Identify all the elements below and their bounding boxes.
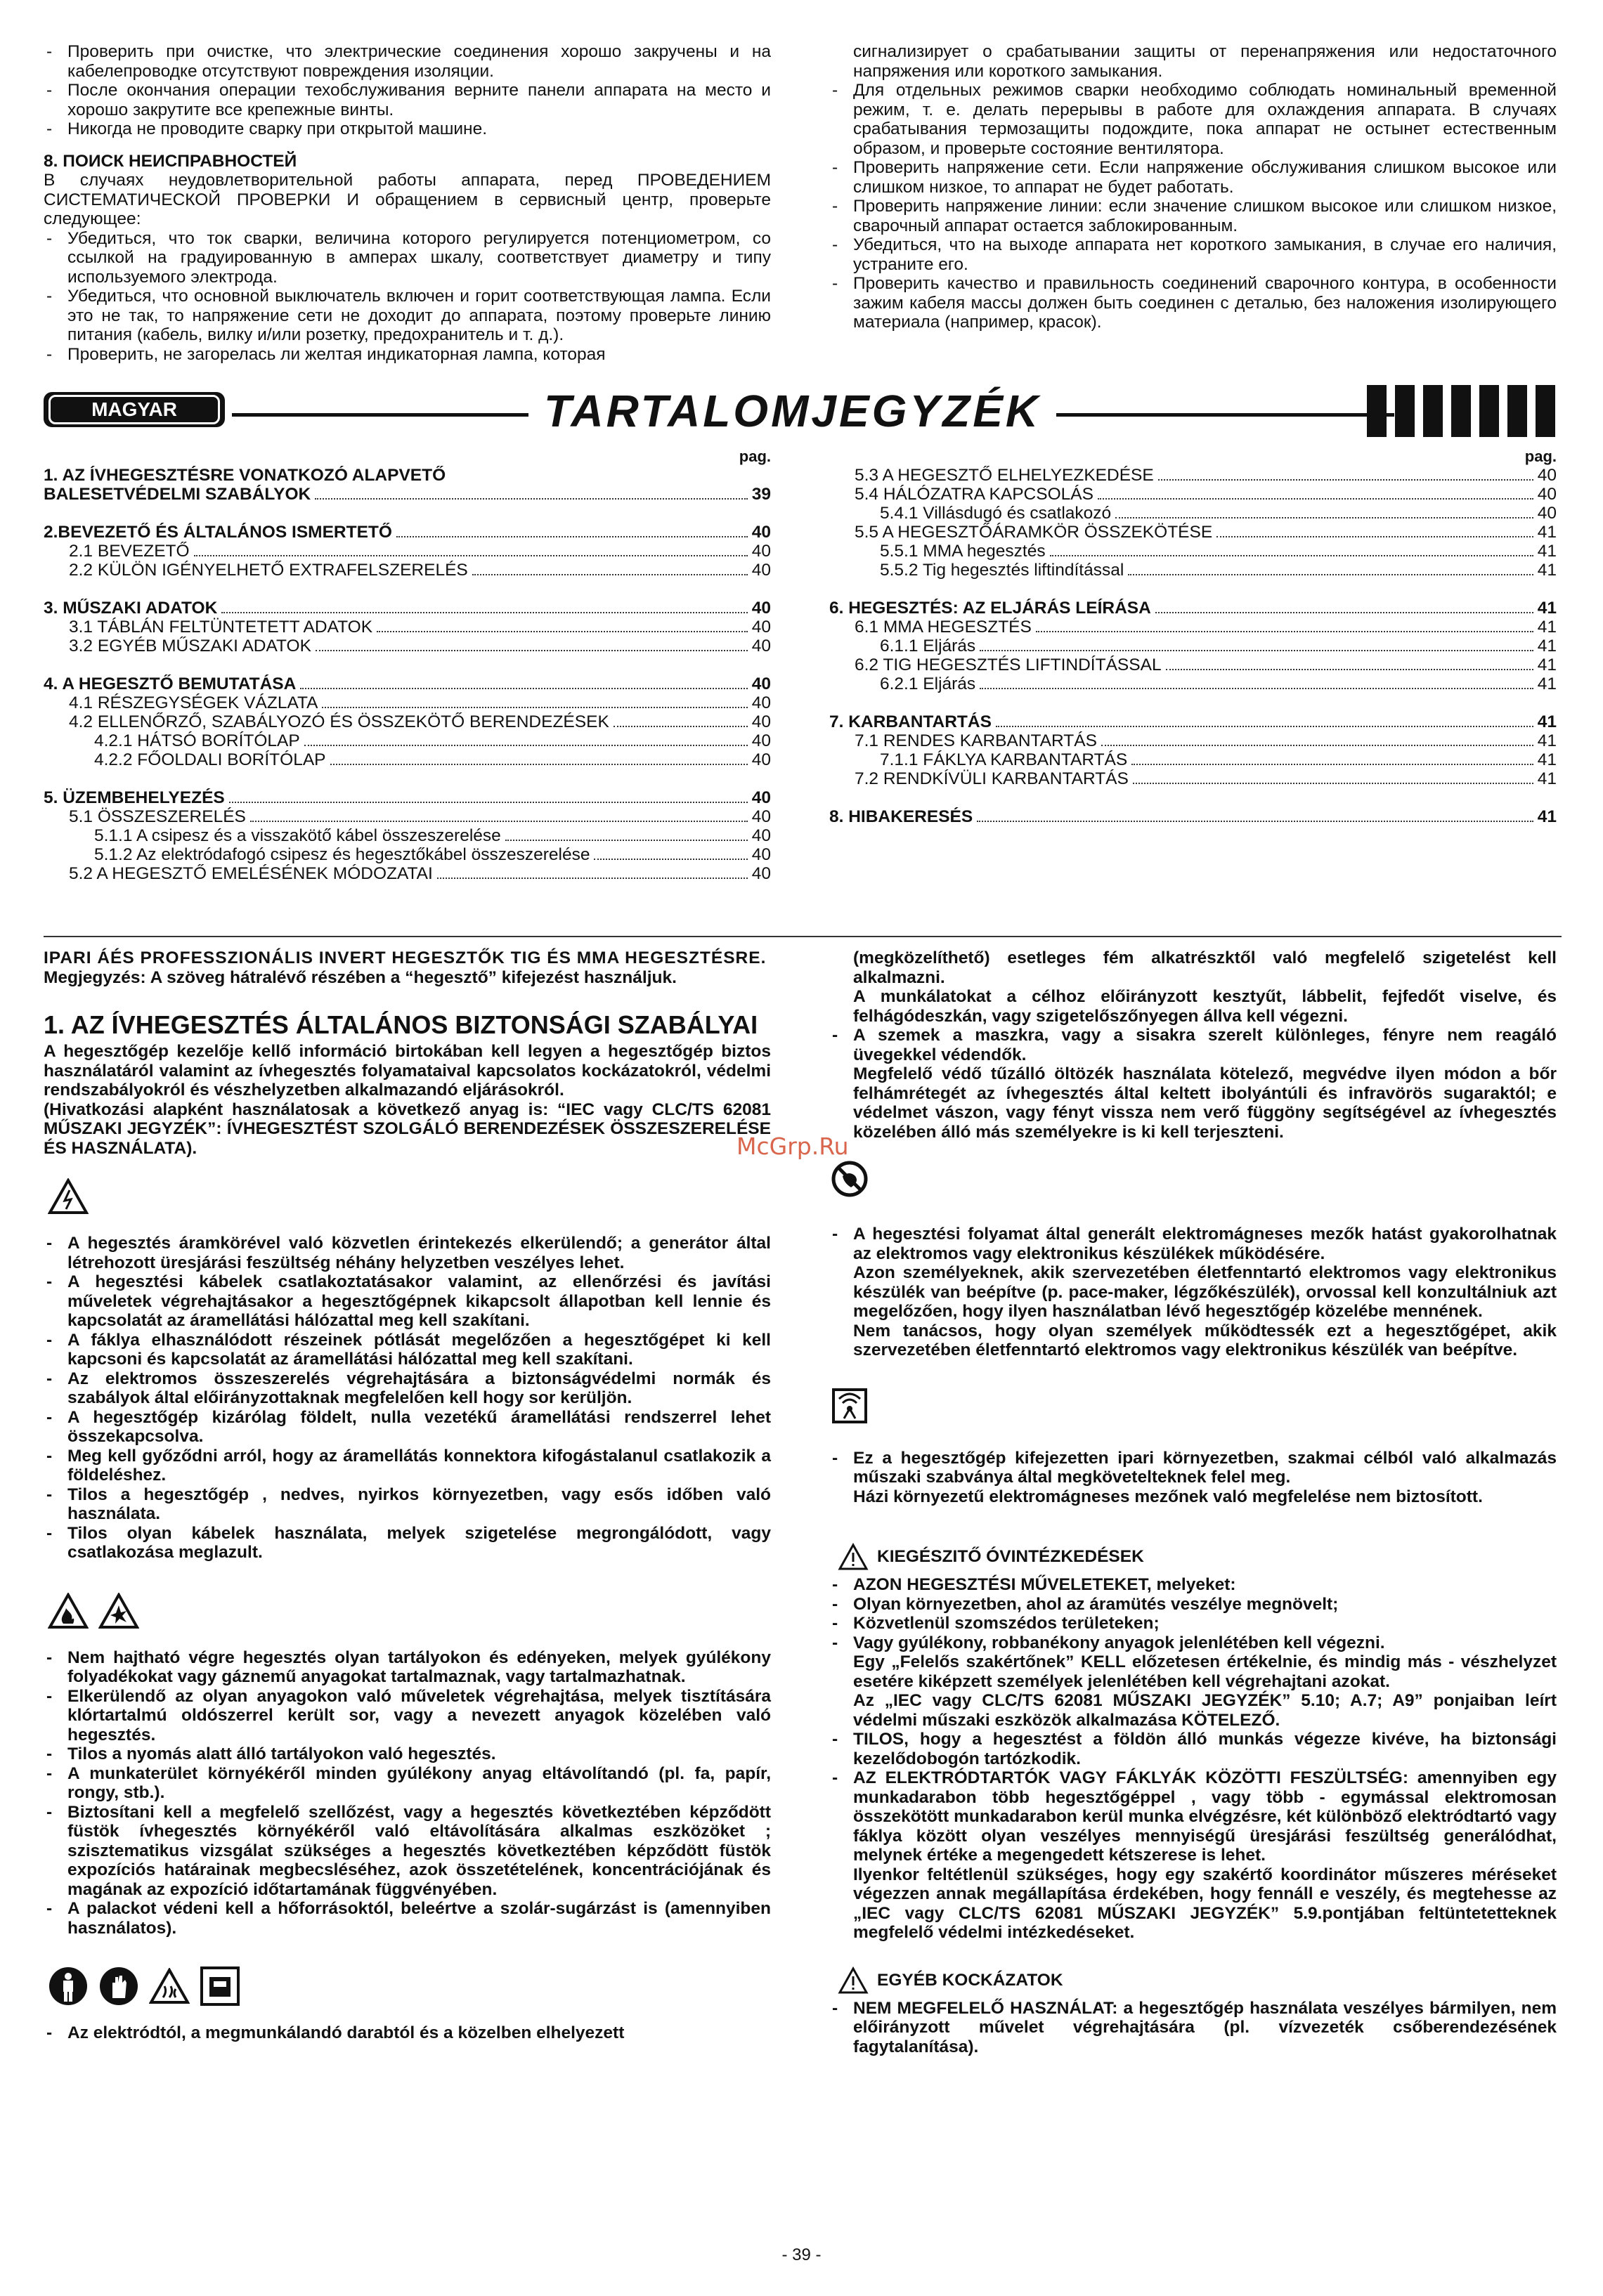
toc-spacer xyxy=(44,504,771,523)
bar xyxy=(1423,385,1443,437)
list-item: - Tilos olyan kábelek használata, melyek szigetelése megrongálódott, vagy csatlakozása meglazult. xyxy=(44,1524,771,1563)
toc-leader xyxy=(472,574,748,575)
toc-page-number: 40 xyxy=(751,637,771,655)
eye-protection-list xyxy=(829,1026,1557,1064)
toc-entry-title: 6.2.1 Eljárás xyxy=(880,674,976,693)
watermark: McGrp.Ru xyxy=(736,1133,849,1160)
toc-entry-title: 5.2 A HEGESZTŐ EMELÉSÉNEK MÓDOZATAI xyxy=(69,864,433,883)
paragraph: A hegesztőgép kezelője kellő információ birtokában kell legyen a hegesztőgép biztos használatáról valamint az ívhegesztés folyamataival kapcsolatos kockázatokról, védelmi rendszabályokról és vészhelyzetben alkalmazandó eljárásokról. xyxy=(44,1042,771,1100)
toc-leader xyxy=(614,726,748,727)
fire-hazard-icon xyxy=(48,1591,89,1631)
toc-leader xyxy=(996,726,1533,727)
paragraph: сигнализирует о срабатывании защиты от перенапряжения или недостаточного напряжения или короткого замыкания. xyxy=(853,42,1557,81)
page-title: TARTALOMJEGYZÉK xyxy=(528,385,1056,437)
other-risks-heading xyxy=(838,1966,1557,1995)
toc-entry[interactable] xyxy=(829,599,1557,618)
toc-spacer xyxy=(44,769,771,788)
toc-leader xyxy=(980,650,1533,651)
banner-bars xyxy=(1367,385,1555,437)
toc-page-number: 40 xyxy=(751,864,771,883)
toc-entry-title: 4.1 RÉSZEGYSÉGEK VÁZLATA xyxy=(69,693,318,712)
document-header: IPARI ÁÉS PROFESSZIONÁLIS INVERT HEGESZTŐK TIG ÉS MMA HEGESZTÉSRE. xyxy=(44,948,767,967)
toc-entry-title: 4.2 ELLENŐRZŐ, SZABÁLYOZÓ ÉS ÖSSZEKÖTŐ BERENDEZÉSEK xyxy=(69,712,609,731)
section-title: 8. ПОИСК НЕИСПРАВНОСТЕЙ xyxy=(44,151,297,171)
paragraph: (megközelíthető) esetleges fém alkatrészktől való megfelelő szigetelést kell alkalmazni. xyxy=(853,948,1557,987)
paragraph: Házi környezetű elektromágneses mezőnek való megfelelése nem biztosított. xyxy=(853,1487,1483,1506)
toc-leader xyxy=(977,821,1533,822)
list-item: - A hegesztési kábelek csatlakoztatásakor valamint, az ellenőrzési és javítási műveletek végrehajtásakor a hegesztőgépnek kikapcsolt állapotban kell lennie és kapcsolatát az áramellátási hálózattal meg kell szakítani. xyxy=(44,1272,771,1331)
warning-triangle-icon xyxy=(838,1966,869,1995)
toc-rows xyxy=(44,466,771,883)
list-item: - Убедиться, что основной выключатель включен и горит соответствующая лампа. Если это не так, то напряжение сети не доходит до аппарата, поэтому проверьте линию питания (кабель, вилку и/или розетку, предохранитель и т. д.). xyxy=(44,287,771,345)
toc-entry-title: 8. HIBAKERESÉS xyxy=(829,807,973,826)
toc-entry-title: 6.1.1 Eljárás xyxy=(880,637,976,655)
toc-spacer xyxy=(829,580,1557,599)
toc-entry[interactable] xyxy=(829,561,1557,580)
body-right-column xyxy=(829,948,1557,2056)
toc-entry[interactable] xyxy=(44,466,771,485)
toc-entry[interactable] xyxy=(829,712,1557,731)
toc-spacer xyxy=(44,655,771,674)
fire-safety-list xyxy=(44,1648,771,1938)
toc-entry-title: 3.1 TÁBLÁN FELTÜNTETETT ADATOK xyxy=(69,618,373,637)
toc-entry-title: 4. A HEGESZTŐ BEMUTATÁSA xyxy=(44,674,297,693)
isolation-list xyxy=(44,2023,771,2043)
list-item: - Проверить, не загорелась ли желтая индикаторная лампа, которая xyxy=(44,345,771,365)
toc-entry[interactable] xyxy=(44,561,771,580)
chapter-title: 1. AZ ÍVHEGESZTÉS ÁLTALÁNOS BIZTONSÁGI SZABÁLYAI xyxy=(44,1010,758,1039)
toc-entry[interactable] xyxy=(44,864,771,883)
toc-leader xyxy=(221,612,747,613)
toc-entry[interactable] xyxy=(44,731,771,750)
page-number: - 39 - xyxy=(781,2245,822,2264)
paragraph: Megfelelő védő tűzálló öltözék használata kötelező, megvédve ilyen módon a bőr felhámrétegét az ívhegesztés által keltett ibolyántúli és infravörös sugaraktól; e védelmet vászon, vagy fényt vissza nem verő függöny segítségével az ívhegesztés közelében álló más személyekre is ki kell terjeszteni. xyxy=(853,1064,1557,1142)
toc-page-number: 40 xyxy=(1537,504,1557,523)
icon-row xyxy=(48,1176,771,1217)
icon-row xyxy=(829,1385,1557,1426)
toc-entry[interactable] xyxy=(829,769,1557,788)
toc-entry-title: 4.2.2 FŐOLDALI BORÍTÓLAP xyxy=(94,750,326,769)
toc-entry[interactable] xyxy=(829,807,1557,826)
fumes-hazard-icon xyxy=(149,1966,190,2007)
language-label: MAGYAR xyxy=(48,395,220,424)
list-item: - A palackot védeni kell a hőforrásoktól, beleértve a szolár-sugárzást is (amennyiben használatos). xyxy=(44,1899,771,1938)
toc-entry[interactable] xyxy=(829,542,1557,561)
toc-leader xyxy=(396,536,748,537)
toc-leader xyxy=(315,498,747,500)
toc-spacer xyxy=(44,580,771,599)
top-right-column xyxy=(829,42,1557,332)
toc-page-number: 40 xyxy=(751,618,771,637)
toc-right xyxy=(829,447,1557,826)
toc-page-number: 41 xyxy=(1537,618,1557,637)
toc-leader xyxy=(980,688,1533,689)
emf-warning-icon xyxy=(829,1385,870,1426)
list-item: - AZ ELEKTRÓDTARTÓK VAGY FÁKLYÁK KÖZÖTTI FESZÜLTSÉG: amennyiben egy munkadarabon több hegesztőgéppel , vagy több - egymással elektromosan összekötött munkadarabon kerül munka elvégzésre, két különböző elektródtartó vagy fáklya között olyan veszélyes mennyiségű üresjárási feszültség generálódhat, melynek értéke a megengedett kétszerese is lehet. xyxy=(829,1768,1557,1865)
list-item: - A hegesztési folyamat által generált elektromágneses mezők hatást gyakorolhatnak az elektromos vagy elektronikus készülékek működésére. xyxy=(829,1225,1557,1263)
toc-entry[interactable] xyxy=(829,674,1557,693)
paragraph: A munkálatokat a célhoz előirányzott kesztyűt, lábbelit, fejfedőt viselve, és felhágódeszkán, vagy szigetelőszőnyegen állva kell végezni. xyxy=(853,987,1557,1026)
toc-leader xyxy=(1155,612,1533,613)
list-item: - Проверить напряжение линии: если значение слишком высокое или слишком низкое, сварочный аппарат остается заблокированным. xyxy=(829,197,1557,235)
warning-triangle-icon xyxy=(838,1543,869,1571)
list-item: - Убедиться, что на выходе аппарата нет короткого замыкания, в случае его наличия, устраните его. xyxy=(829,235,1557,274)
toc-entry[interactable] xyxy=(829,750,1557,769)
toc-entry-title: 7.1 RENDES KARBANTARTÁS xyxy=(855,731,1097,750)
toc-entry[interactable] xyxy=(829,731,1557,750)
toc-entry-title: 6.1 MMA HEGESZTÉS xyxy=(855,618,1032,637)
electric-shock-warning-icon xyxy=(48,1176,89,1217)
toc-entry-title: 4.2.1 HÁTSÓ BORÍTÓLAP xyxy=(94,731,300,750)
toc-entry[interactable] xyxy=(829,466,1557,485)
toc-entry-title: 1. AZ ÍVHEGESZTÉSRE VONATKOZÓ ALAPVETŐ xyxy=(44,466,446,485)
toc-entry-title: 5.5.2 Tig hegesztés liftindítással xyxy=(880,561,1124,580)
icon-row xyxy=(829,1159,1557,1199)
toc-leader xyxy=(330,764,748,765)
language-badge xyxy=(44,392,225,427)
toc-page-number: 41 xyxy=(1537,655,1557,674)
toc-page-number: 40 xyxy=(1537,466,1557,485)
toc-page-number: 40 xyxy=(1537,485,1557,504)
pag-label: pag. xyxy=(1524,448,1557,465)
toc-entry[interactable] xyxy=(829,655,1557,674)
toc-entry-title: 2.1 BEVEZETŐ xyxy=(69,542,190,561)
toc-page-number: 41 xyxy=(1537,750,1557,769)
toc-entry[interactable] xyxy=(44,674,771,693)
toc-leader xyxy=(505,840,748,841)
toc-leader xyxy=(1131,764,1533,765)
bar xyxy=(1536,385,1555,437)
toc-entry[interactable] xyxy=(44,807,771,826)
protective-clothing-icon xyxy=(48,1966,89,2007)
list-item: - Meg kell győződni arról, hogy az áramellátás konnektora kifogástalanul csatlakozik a földeléshez. xyxy=(44,1447,771,1485)
toc-entry[interactable] xyxy=(44,826,771,845)
toc-leader xyxy=(1115,517,1533,518)
toc-entry-title: 5.1.1 A csipesz és a visszakötő kábel összeszerelése xyxy=(94,826,501,845)
toc-entry-title: 5.5.1 MMA hegesztés xyxy=(880,542,1046,561)
list-item: - Biztosítani kell a megfelelő szellőzést, vagy a hegesztés következtében képződött füstök ívhegesztés környékéről való eltávolítására alkalmas eszközöket ; szisztematikus vizsgálat szükséges a hegesztés következtében képződött füstök expozíciós határainak megbecsléséhez, azok összetételének, koncentrációjának és magának az expozíció időtartamának függvényében. xyxy=(44,1803,771,1900)
list-item: - A fáklya elhasználódott részeinek pótlását megelőzően a hegesztőgépet ki kell kapcsoni és kapcsolatát az áramellátási hálózattal meg kell szakítani. xyxy=(44,1331,771,1369)
toc-entry[interactable] xyxy=(829,485,1557,504)
toc-spacer xyxy=(829,788,1557,807)
bar xyxy=(1395,385,1415,437)
extra-precautions-heading xyxy=(838,1543,1557,1571)
toc-entry[interactable] xyxy=(44,693,771,712)
toc-entry-title: 7.2 RENDKÍVÜLI KARBANTARTÁS xyxy=(855,769,1129,788)
toc-page-number: 40 xyxy=(751,788,771,807)
icon-row xyxy=(48,1591,771,1631)
toc-spacer xyxy=(829,693,1557,712)
list-item: - Az elektromos összeszerelés végrehajtására a biztonságvédelmi normák és szabályok által előirányzottaknak megfelelően kell hogy sor kerüljön. xyxy=(44,1369,771,1408)
toc-entry[interactable] xyxy=(44,523,771,542)
toc-left xyxy=(44,447,771,883)
toc-page-number: 39 xyxy=(751,485,771,504)
toc-leader xyxy=(594,859,747,860)
toc-page-number: 40 xyxy=(751,731,771,750)
list-item: - TILOS, hogy a hegesztést a földön álló munkás végezze kivéve, ha biztonsági kezelődobogón tartózkodik. xyxy=(829,1730,1557,1768)
toc-entry-title: 5.1.2 Az elektródafogó csipesz és hegesztőkábel összeszerelése xyxy=(94,845,590,864)
no-pacemaker-icon xyxy=(829,1159,870,1199)
list-item: - A munkaterület környékéről minden gyúlékony anyag eltávolítandó (pl. fa, papír, rongy, stb.). xyxy=(44,1764,771,1803)
toc-page-number: 40 xyxy=(751,750,771,769)
toc-entry-title: 5.5 A HEGESZTŐÁRAMKÖR ÖSSZEKÖTÉSE xyxy=(855,523,1213,542)
toc-page-number: 41 xyxy=(1537,561,1557,580)
bar xyxy=(1479,385,1499,437)
toc-page-number: 41 xyxy=(1537,731,1557,750)
gloves-icon xyxy=(98,1966,139,2007)
list-item: - После окончания операции техобслуживания верните панели аппарата на место и хорошо закрутите все крепежные винты. xyxy=(44,81,771,119)
toc-leader xyxy=(304,745,748,746)
toc-entry[interactable] xyxy=(44,542,771,561)
toc-entry[interactable] xyxy=(44,788,771,807)
checks-list xyxy=(44,229,771,365)
toc-leader xyxy=(300,688,747,689)
paragraph: Ilyenkor feltétlenül szükséges, hogy egy szakértő koordinátor műszeres méréseket végezzen annak megállapítása érdekében, hogy fennáll e veszély, és megtehesse az „IEC vagy CLC/TS 62081 MŰSZAKI JEGYZÉK” 5.9.pontjában feltüntetetteknek megfelelő védelmi intézkedéseket. xyxy=(853,1865,1557,1942)
toc-entry[interactable] xyxy=(44,750,771,769)
toc-entry-title: 5. ÜZEMBEHELYEZÉS xyxy=(44,788,225,807)
toc-entry[interactable] xyxy=(44,845,771,864)
toc-entry-title: 6. HEGESZTÉS: AZ ELJÁRÁS LEÍRÁSA xyxy=(829,599,1151,618)
heading-text: KIEGÉSZITŐ ÓVINTÉZKEDÉSEK xyxy=(877,1547,1144,1567)
list-item: - NEM MEGFELELŐ HASZNÁLAT: a hegesztőgép használata veszélyes bármilyen, nem előirányzott művelet végrehajtására (pl. vízvezeték csőberendezésének fagytalanítása). xyxy=(829,1999,1557,2057)
toc-leader xyxy=(377,631,748,632)
pag-label: pag. xyxy=(739,448,771,465)
toc-page-number: 40 xyxy=(751,826,771,845)
list-item: - AZON HEGESZTÉSI MŰVELETEKET, melyeket: xyxy=(829,1575,1557,1595)
paragraph: (Hivatkozási alapként használatosak a következő anyag is: “IEC vagy CLC/TS 62081 MŰSZAKI JEGYZÉK”: ÍVHEGESZTÉST SZOLGÁLÓ BERENDEZÉSEK ÖSSZESZERELÉSE ÉS HASZNÁLATA). xyxy=(44,1100,771,1158)
toc-entry[interactable] xyxy=(44,485,771,504)
bar xyxy=(1367,385,1387,437)
list-item: - Для отдельных режимов сварки необходимо соблюдать номинальный временной режим, т. е. делать перерывы в работе для охлаждения аппарата. В случаях срабатывания термозащиты подождите, пока аппарат не остынет естественным образом, и проверьте состояние вентилятора. xyxy=(829,81,1557,158)
toc-entry[interactable] xyxy=(44,618,771,637)
paragraph: Azon személyeknek, akik szervezetében életfenntartó elektromos vagy elektronikus készülék van beépítve (p. pace-maker, légzőkészülék), orvossal kell konzultálniuk azt megelőzően, hogy ilyen használatban lévő hegesztőgép közelébe mennének. xyxy=(853,1263,1557,1321)
toc-leader xyxy=(322,707,747,708)
tilos-list xyxy=(829,1730,1557,1865)
bar xyxy=(1507,385,1527,437)
toc-leader xyxy=(1098,498,1533,500)
toc-page-number: 40 xyxy=(751,674,771,693)
list-item: - Проверить при очистке, что электрические соединения хорошо закручены и на кабелепроводке отсутствуют повреждения изоляции. xyxy=(44,42,771,81)
toc-leader xyxy=(1128,574,1533,575)
emf-list xyxy=(829,1225,1557,1263)
toc-leader xyxy=(1101,745,1533,746)
toc-leader xyxy=(1166,669,1533,670)
toc-entry-title: 3.2 EGYÉB MŰSZAKI ADATOK xyxy=(69,637,311,655)
toc-leader xyxy=(194,555,748,556)
section-divider xyxy=(44,936,1562,937)
toc-entry-title: 5.4.1 Villásdugó és csatlakozó xyxy=(880,504,1112,523)
list-item: - Az elektródtól, a megmunkálandó darabtól és a közelben elhelyezett xyxy=(44,2023,771,2043)
toc-page-number: 40 xyxy=(751,712,771,731)
list-item: - Tilos a hegesztőgép , nedves, nyirkos környezetben, vagy esős időben való használata. xyxy=(44,1485,771,1524)
other-risks-list xyxy=(829,1999,1557,2057)
list-item: - A hegesztés áramkörével való közvetlen érintekezés elkerülendő; a generátor által létrehozott üresjárási feszültség néhány helyzetben veszélyes lehet. xyxy=(44,1234,771,1272)
list-item: - A szemek a maszkra, vagy a sisakra szerelt különleges, fényre nem reagáló üvegekkel védendők. xyxy=(829,1026,1557,1064)
toc-entry-title: 6.2 TIG HEGESZTÉS LIFTINDÍTÁSSAL xyxy=(855,655,1162,674)
list-item: - Проверить напряжение сети. Если напряжение обслуживания слишком высокое или слишком низкое, то аппарат не будет работать. xyxy=(829,158,1557,197)
toc-page-number: 40 xyxy=(751,542,771,561)
paragraph: В случаях неудовлетворительной работы аппарата, перед ПРОВЕДЕНИЕМ СИСТЕМАТИЧЕСКОЙ ПРОВЕРКИ И обращением в сервисный центр, проверьте следующее: xyxy=(44,171,771,228)
industrial-use-list xyxy=(829,1449,1557,1487)
electric-safety-list xyxy=(44,1234,771,1563)
paragraph: Az „IEC vagy CLC/TS 62081 MŰSZAKI JEGYZÉK” 5.10; A.7; A9” ponjaiban leírt védelmi műszaki eszközök alkalmazása KÖTELEZŐ. xyxy=(853,1691,1557,1730)
bar xyxy=(1451,385,1471,437)
toc-entry-title: 3. MŰSZAKI ADATOK xyxy=(44,599,218,618)
list-item: - Ez a hegesztőgép kifejezetten ipari környezetben, szakmai célból való alkalmazás műszaki szabványa által megkövetelteknek felel meg. xyxy=(829,1449,1557,1487)
body-left-column xyxy=(44,948,771,2043)
toc-entry-title: 2.BEVEZETŐ ÉS ÁLTALÁNOS ISMERTETŐ xyxy=(44,523,392,542)
toc-leader xyxy=(316,650,748,651)
toc-page-number: 41 xyxy=(1537,712,1557,731)
toc-page-number: 40 xyxy=(751,693,771,712)
toc-page-number: 40 xyxy=(751,599,771,618)
list-item: - Убедиться, что ток сварки, величина которого регулируется потенциометром, со ссылкой на градуированную в амперах шкалу, соответствует диаметру и типу используемого электрода. xyxy=(44,229,771,287)
top-left-column xyxy=(44,42,771,364)
toc-page-number: 41 xyxy=(1537,542,1557,561)
toc-leader xyxy=(1216,536,1533,537)
toc-leader xyxy=(1133,783,1533,784)
toc-entry-title: 5.4 HÁLÓZATRA KAPCSOLÁS xyxy=(855,485,1093,504)
toc-rows xyxy=(829,466,1557,826)
toc-page-number: 41 xyxy=(1537,599,1557,618)
list-item: - Elkerülendő az olyan anyagokon való műveletek végrehajtása, melyek tisztítására klórtartalmú oldószerrel került sor, vagy a nevezett anyagok közelében való hegesztés. xyxy=(44,1687,771,1745)
toc-entry[interactable] xyxy=(829,618,1557,637)
toc-leader xyxy=(229,802,748,803)
list-item: - Olyan környezetben, ahol az áramütés veszélye megnövelt; xyxy=(829,1595,1557,1615)
toc-entry-title: 5.3 A HEGESZTŐ ELHELYEZKEDÉSE xyxy=(855,466,1154,485)
toc-entry-title: 2.2 KÜLÖN IGÉNYELHETŐ EXTRAFELSZERELÉS xyxy=(69,561,468,580)
welding-mask-icon xyxy=(200,1966,240,2007)
toc-page-number: 41 xyxy=(1537,807,1557,826)
toc-entry[interactable] xyxy=(829,523,1557,542)
toc-page-number: 41 xyxy=(1537,769,1557,788)
list-item: - Tilos a nyomás alatt álló tartályokon való hegesztés. xyxy=(44,1744,771,1764)
list-item: - Никогда не проводите сварку при открытой машине. xyxy=(44,119,771,139)
toc-entry[interactable] xyxy=(44,599,771,618)
paragraph: Nem tanácsos, hogy olyan személyek működtessék ezt a hegesztőgépet, akik szervezetében életfenntartó elektromos vagy elektronikus készülék van beépítve. xyxy=(853,1321,1557,1359)
toc-entry-title: BALESETVÉDELMI SZABÁLYOK xyxy=(44,485,311,504)
maintenance-list xyxy=(44,42,771,139)
icon-row xyxy=(48,1966,771,2007)
list-item: - Проверить качество и правильность соединений сварочного контура, в особенности зажим кабеля массы должен быть соединен с деталью, без наложения изолирующего материала (например, красок). xyxy=(829,274,1557,332)
note: Megjegyzés: A szöveg hátralévő részében a “hegesztő” kifejezést használjuk. xyxy=(44,967,677,987)
toc-leader xyxy=(250,821,748,822)
toc-page-number: 40 xyxy=(751,845,771,864)
list-item: - A hegesztőgép kizárólag földelt, nulla vezetékű áramellátási rendszerrel lehet összekapcsolva. xyxy=(44,1408,771,1447)
checks-list-continued xyxy=(829,81,1557,332)
toc-page-number: 41 xyxy=(1537,523,1557,542)
toc-page-number: 40 xyxy=(751,523,771,542)
language-banner xyxy=(44,385,1562,437)
toc-entry[interactable] xyxy=(829,637,1557,655)
paragraph: Egy „Felelős szakértőnek” KELL előzetesen értékelnie, és mindig más - vészhelyzet esetére kiképzett személyek jelenlétében kell végrehajtani azokat. xyxy=(853,1652,1557,1691)
toc-page-number: 40 xyxy=(751,561,771,580)
toc-entry-title: 7.1.1 FÁKLYA KARBANTARTÁS xyxy=(880,750,1128,769)
list-item: - Közvetlenül szomszédos területeken; xyxy=(829,1614,1557,1633)
toc-entry[interactable] xyxy=(44,712,771,731)
heading-text: EGYÉB KOCKÁZATOK xyxy=(877,1970,1063,1990)
toc-leader xyxy=(437,878,748,879)
toc-entry-title: 5.1 ÖSSZESZERELÉS xyxy=(69,807,246,826)
toc-page-number: 40 xyxy=(751,807,771,826)
toc-leader xyxy=(1050,555,1533,556)
explosion-hazard-icon xyxy=(98,1591,139,1631)
list-item: - Nem hajtható végre hegesztés olyan tartályokon és edényeken, melyek gyúlékony folyadékokat vagy gáznemű anyagokat tartalmaznak, vagy tartalmazhatnak. xyxy=(44,1648,771,1687)
toc-page-number: 41 xyxy=(1537,637,1557,655)
toc-entry[interactable] xyxy=(44,637,771,655)
toc-entry-title: 7. KARBANTARTÁS xyxy=(829,712,992,731)
list-item: - Vagy gyúlékony, robbanékony anyagok jelenlétében kell végezni. xyxy=(829,1633,1557,1653)
toc-leader xyxy=(1036,631,1533,632)
toc-entry[interactable] xyxy=(829,504,1557,523)
toc-page-number: 41 xyxy=(1537,674,1557,693)
extra-precautions-list xyxy=(829,1575,1557,1652)
toc-leader xyxy=(1158,479,1533,481)
